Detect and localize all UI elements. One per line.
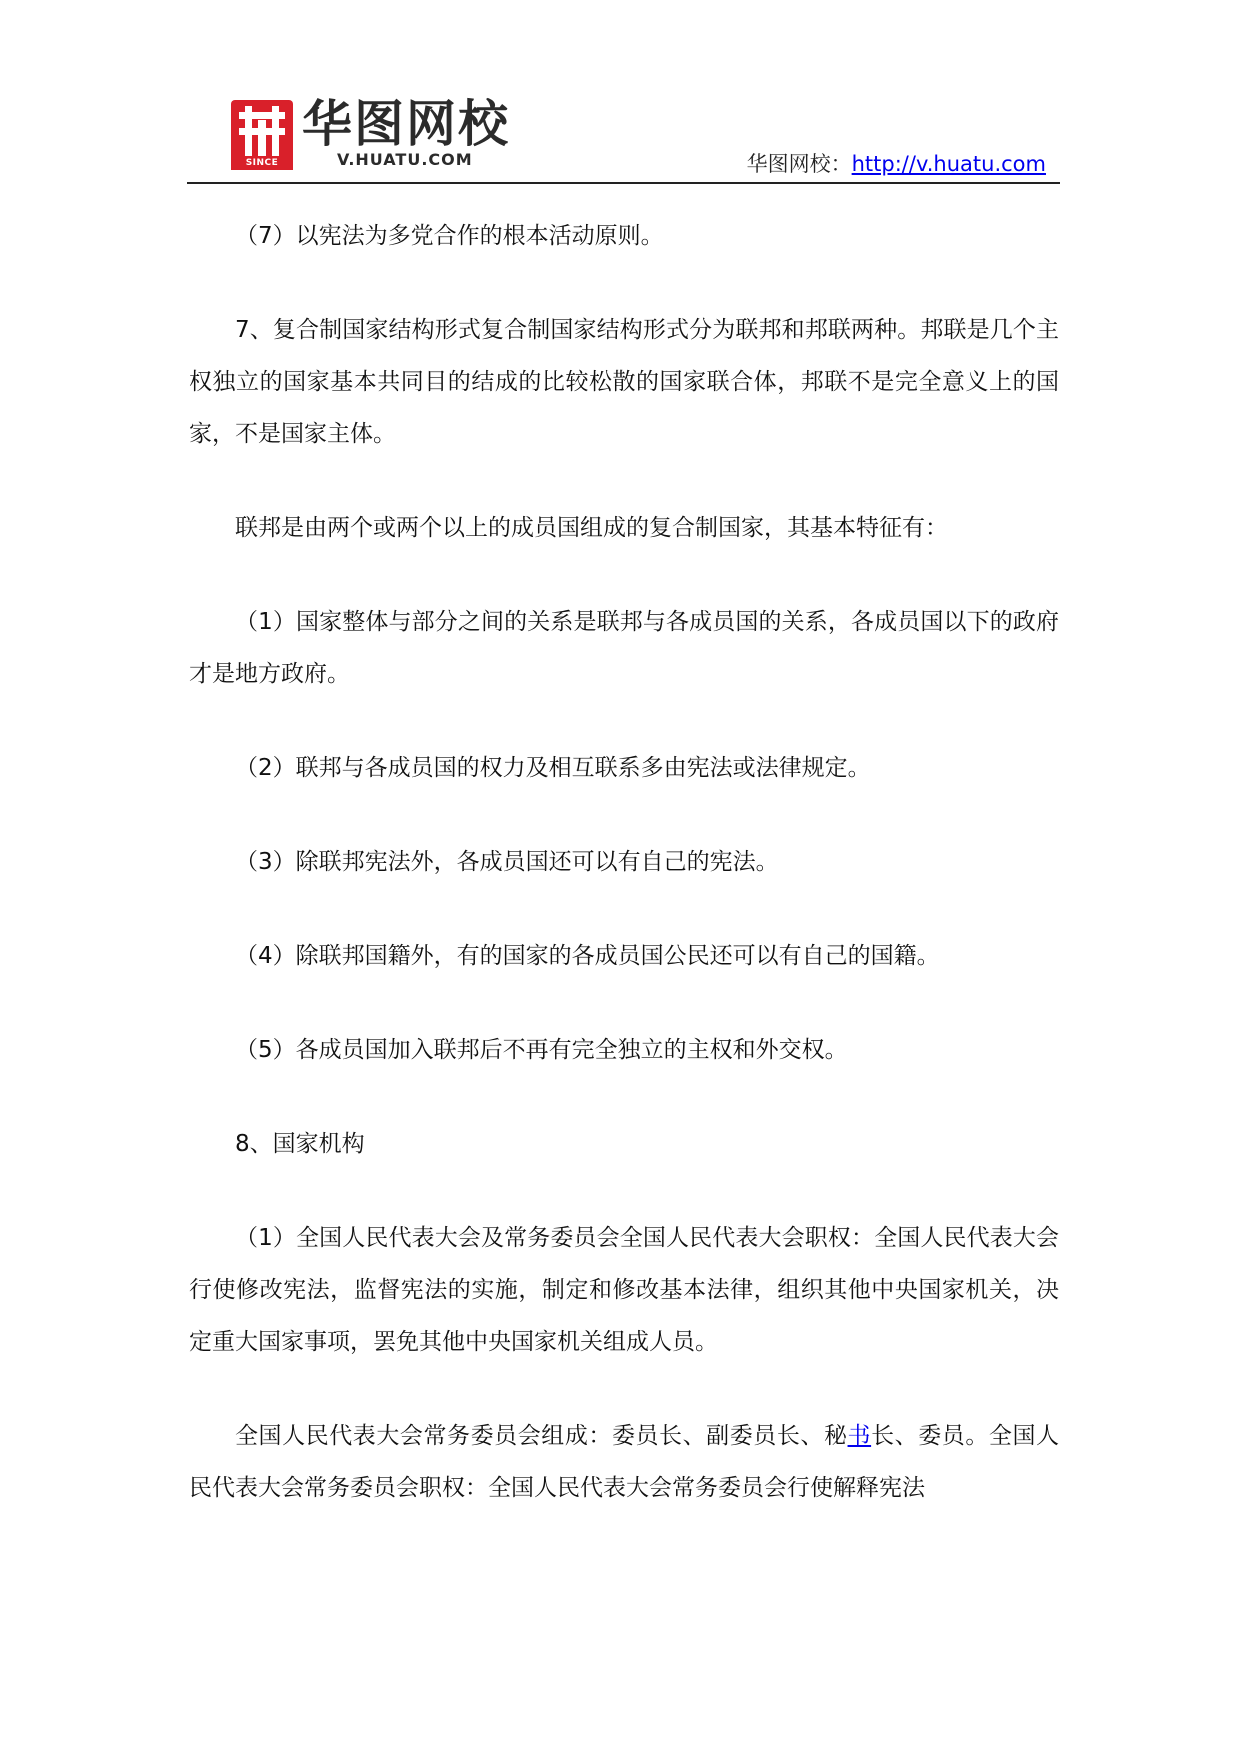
last-paragraph-end: 长、委员。全国人民代表大会常务委员会职权：全国人民代表大会常务委员会行使解释宪法 — [189, 1423, 1060, 1501]
paragraph: （5）各成员国加入联邦后不再有完全独立的主权和外交权。 — [235, 1037, 848, 1063]
paragraph: （3）除联邦宪法外，各成员国还可以有自己的宪法。 — [235, 849, 779, 875]
paragraph: （1）全国人民代表大会及常务委员会全国人民代表大会职权：全国人民代表大会行使修改宪法，监督宪法的实施，制定和修改基本法律，组织其他中央国家机关，决定重大国家事项，罢免其他中央国家机关组成人员。 — [189, 1225, 1059, 1355]
site-label-text: 华图网校： — [746, 152, 852, 176]
paragraph: （7）以宪法为多党合作的根本活动原则。 — [235, 223, 664, 249]
logo-url-text: V.HUATU.COM — [337, 150, 473, 169]
inline-link[interactable]: 书 — [847, 1423, 872, 1449]
paragraph: 8、国家机构 — [235, 1131, 365, 1157]
paragraph: 7、复合制国家结构形式复合制国家结构形式分为联邦和邦联两种。邦联是几个主权独立的国家基本共同目的结成的比较松散的国家联合体，邦联不是完全意义上的国家，不是国家主体。 — [189, 317, 1059, 447]
site-label — [747, 148, 1046, 178]
paragraph: （1）国家整体与部分之间的关系是联邦与各成员国的关系，各成员国以下的政府才是地方政府。 — [189, 609, 1059, 687]
site-url-link[interactable]: http://v.huatu.com — [851, 152, 1046, 176]
header-divider — [187, 182, 1060, 184]
page-header — [187, 92, 1060, 182]
paragraph: （2）联邦与各成员国的权力及相互联系多由宪法或法律规定。 — [235, 755, 871, 781]
huatu-logo-icon — [231, 100, 293, 162]
logo-since-text: SINCE 2001 — [231, 156, 293, 170]
last-paragraph — [189, 1410, 1059, 1514]
paragraph: 联邦是由两个或两个以上的成员国组成的复合制国家，其基本特征有： — [235, 515, 948, 541]
paragraph: （4）除联邦国籍外，有的国家的各成员国公民还可以有自己的国籍。 — [235, 943, 940, 969]
logo-name: 华图网校 — [302, 95, 510, 153]
document-body — [189, 210, 1059, 1556]
last-paragraph-start: 全国人民代表大会常务委员会组成：委员长、副委员长、秘 — [235, 1423, 848, 1449]
